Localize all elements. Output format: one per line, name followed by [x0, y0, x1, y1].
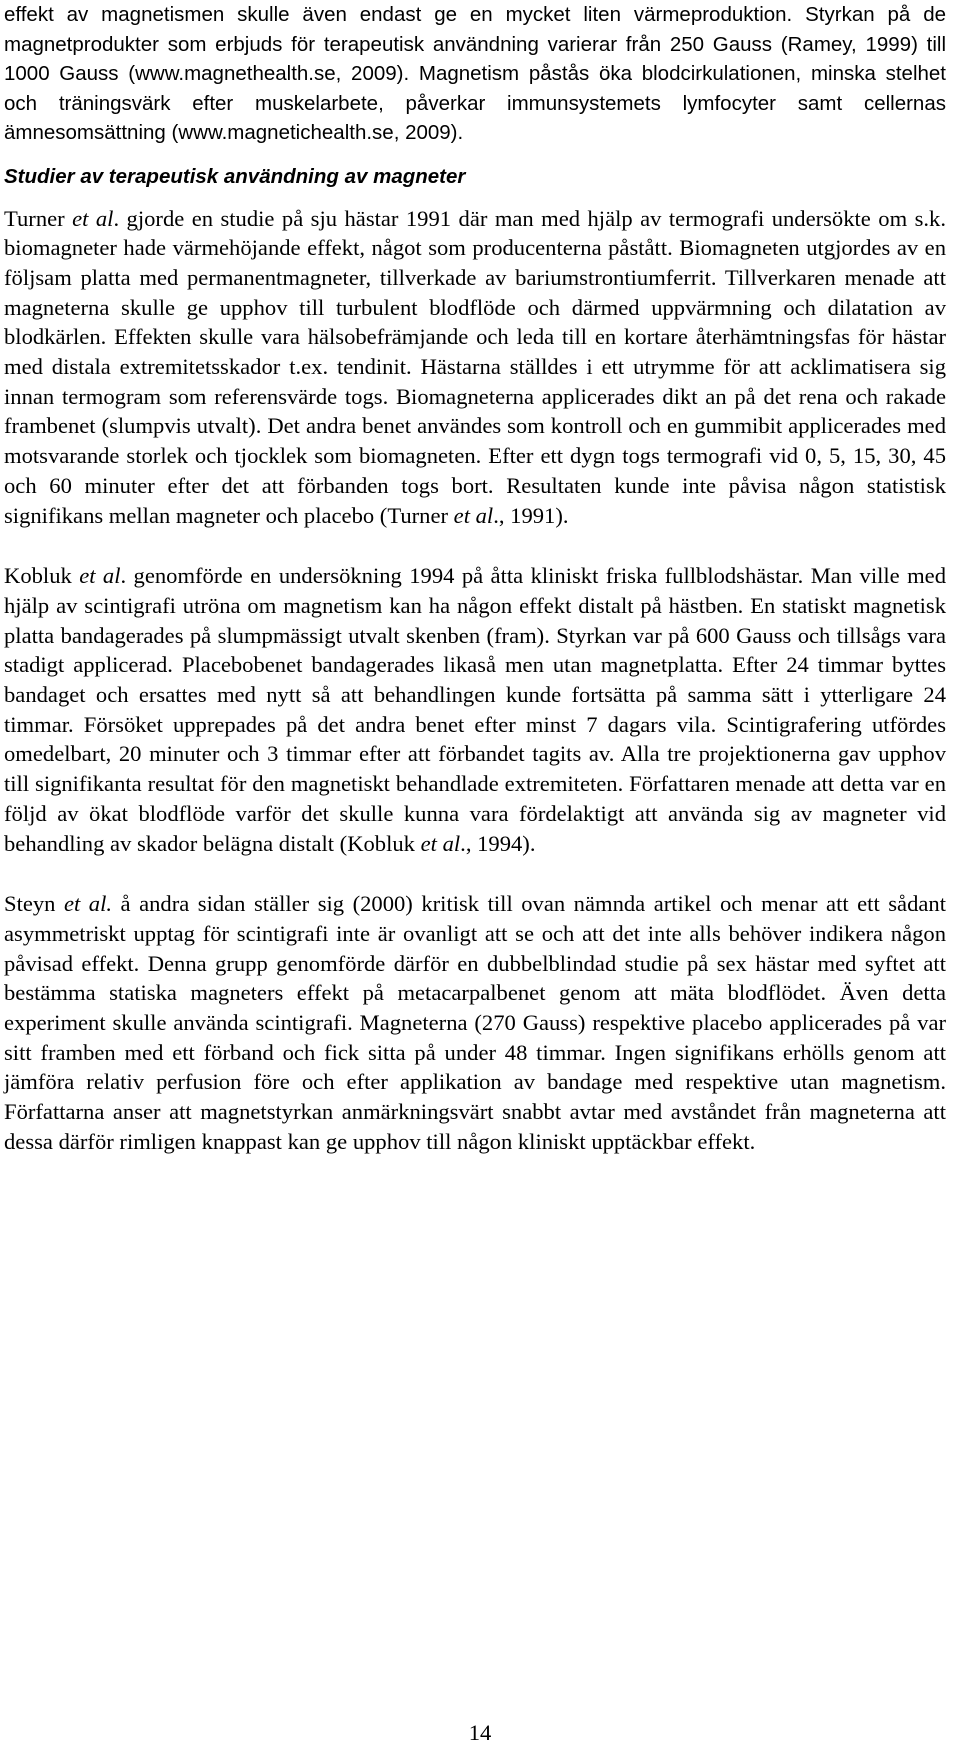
turner-paragraph [4, 204, 946, 531]
steyn-author: Steyn [4, 891, 64, 917]
turner-cite-etal: et al [453, 502, 494, 528]
turner-author: Turner [4, 205, 73, 231]
kobluk-cite-etal: et al [420, 830, 461, 856]
turner-cite-end: ., 1991). [493, 502, 569, 528]
kobluk-author: Kobluk [4, 563, 80, 589]
kobluk-etal: et al [79, 563, 121, 589]
turner-etal: et al [72, 205, 114, 231]
intro-text: effekt av magnetismen skulle även endast ge en mycket liten värmeproduktion. Styrkan på de magnetprodukter som erbjuds för terapeutisk användning varierar från 250 Gauss (Ramey, 1999) till 1000 Gauss (www.magnethealth.se, 2009). Magnetism påstås öka blodcirkulationen, minska stelhet och träningsvärk efter muskelarbete, påverkar immunsystemets lymfocyter samt cellernas ämnesomsättning (www.magnetichealth.se, 2009). [4, 3, 946, 144]
kobluk-text: . genomförde en undersökning 1994 på åtta kliniskt friska fullblodshästar. Man ville med hjälp av scintigrafi utröna om magnetism kan ha någon effekt distalt på hästben. En statiskt magnetisk platta bandagerades på slumpmässigt utvalt skenben (fram). Styrkan var på 600 Gauss och tillsågs vara stadigt applicerad. Placebobenet bandagerades likaså men utan magnetplatta. Efter 24 timmar byttes bandaget och ersattes med nytt så att behandlingen kunde fortsätta på samma sätt i ytterligare 24 timmar. Försöket upprepades på det andra benet efter minst 7 dagars vila. Scintigrafering utfördes omedelbart, 20 minuter och 3 timmar efter att förbandet tagits av. Alla tre projektionerna gav upphov till signifikanta resultat för den magnetiskt behandlade extremiteten. Författaren menade att detta var en följd av ökat blodflöde varför det skulle kunna vara fördelaktigt att använda sig av magneter vid behandling av skador belägna distalt (Kobluk [4, 563, 946, 856]
intro-paragraph [4, 0, 946, 148]
kobluk-paragraph [4, 561, 946, 858]
steyn-etal: et al. [63, 891, 113, 917]
section-heading: Studier av terapeutisk användning av magneter [4, 164, 466, 188]
steyn-text: å andra sidan ställer sig (2000) kritisk till ovan nämnda artikel och menar att ett sådant asymmetriskt upptag för scintigrafi inte är ovanligt att se och att det inte alls behöver indikera någon påvisad effekt. Denna grupp genomförde därför en dubbelblindad studie på sex hästar med syftet att bestämma statiska magneters effekt på metacarpalbenet genom att mäta blodflödet. Även detta experiment skulle använda scintigrafi. Magneterna (270 Gauss) respektive placebo applicerades på var sitt framben med ett förband och fick sitta på under 48 timmar. Ingen signifikans erhölls genom att jämföra relativ perfusion före och efter applikation av bandage med respektive utan magnetism. Författarna anser att magnetstyrkan anmärkningsvärt snabbt avtar med avståndet från magneterna att dessa därför rimligen knappast kan ge upphov till någon kliniskt upptäckbar effekt. [4, 891, 946, 1154]
steyn-paragraph [4, 889, 946, 1156]
kobluk-cite-end: ., 1994). [460, 830, 536, 856]
turner-text: . gjorde en studie på sju hästar 1991 där man med hjälp av termografi undersökte om s.k. biomagneter hade värmehöjande effekt, något som producenterna påstått. Biomagneten utgjordes av en följsam platta med permanentmagneter, tillverkade av bariumstrontiumferrit. Tillverkaren menade att magneterna skulle ge upphov till turbulent blodflöde och därmed uppvärmning och dilatation av blodkärlen. Effekten skulle vara hälsobefrämjande och leda till en kortare återhämtningsfas för hästar med distala extremitetsskador t.ex. tendinit. Hästarna ställdes i ett utrymme för att acklimatisera sig innan termogram som referensvärde togs. Biomagneterna applicerades dikt an på det rena och rakade frambenet (slumpvis utvalt). Det andra benet användes som kontroll och en gummibit applicerades med motsvarande storlek och tjocklek som biomagneten. Efter ett dygn togs termografi vid 0, 5, 15, 30, 45 och 60 minuter efter det att förbanden togs bort. Resultaten kunde inte påvisa någon statistisk signifikans mellan magneter och placebo (Turner [4, 205, 946, 528]
page-number: 14 [468, 1720, 492, 1745]
